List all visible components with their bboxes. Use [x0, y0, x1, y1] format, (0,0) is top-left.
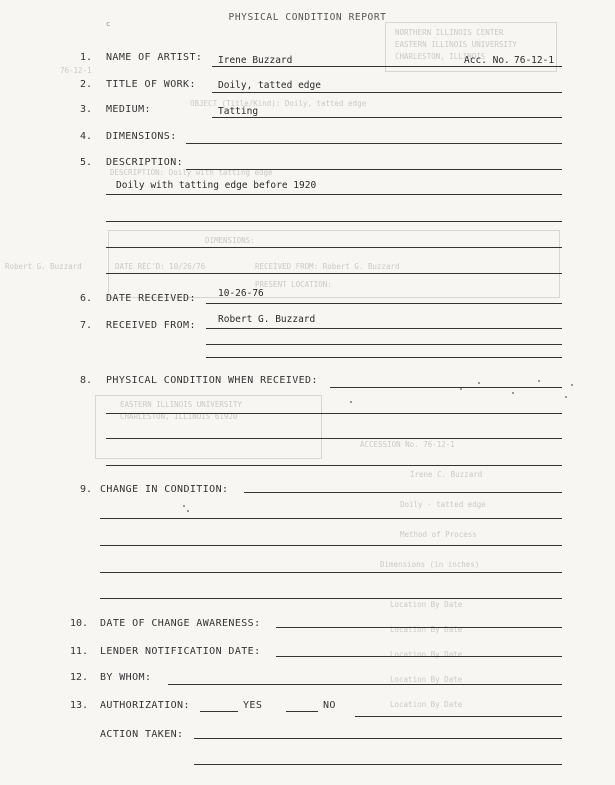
field-number-3: 3. [79, 104, 92, 115]
action-taken-label: ACTION TAKEN: [100, 729, 184, 740]
artist-underline [212, 66, 562, 67]
title-of-work-value[interactable]: Doily, tatted edge [218, 80, 321, 91]
condition-line-4 [106, 465, 562, 466]
received-from-line-2 [206, 344, 562, 345]
description-line-4 [106, 247, 562, 248]
change-line-2 [100, 518, 562, 519]
date-received-label: DATE RECEIVED: [106, 293, 196, 304]
date-received-value[interactable]: 10-26-76 [218, 288, 264, 299]
change-line-5 [100, 598, 562, 599]
received-from-value[interactable]: Robert G. Buzzard [218, 314, 316, 325]
field-number-13: 13. [69, 700, 88, 711]
condition-received-label: PHYSICAL CONDITION WHEN RECEIVED: [106, 375, 318, 386]
date-change-label: DATE OF CHANGE AWARENESS: [100, 618, 261, 629]
description-line-3 [106, 221, 562, 222]
field-number-11: 11. [69, 646, 88, 657]
medium-label: MEDIUM: [106, 104, 151, 115]
description-label: DESCRIPTION: [106, 157, 184, 168]
lender-notification-label: LENDER NOTIFICATION DATE: [100, 646, 261, 657]
corner-mark: c [106, 20, 111, 28]
by-whom-label: BY WHOM: [100, 672, 152, 683]
title-of-work-label: TITLE OF WORK: [106, 79, 196, 90]
condition-received-underline [330, 387, 562, 388]
acc-no-value[interactable]: 76-12-1 [514, 55, 555, 66]
authorization-yes-label: YES [243, 700, 263, 711]
artist-value[interactable]: Irene Buzzard [218, 55, 293, 66]
authorization-no-blank[interactable] [286, 711, 318, 712]
title-underline [212, 92, 562, 93]
action-taken-underline [194, 738, 562, 739]
date-received-underline [206, 303, 562, 304]
change-line-4 [100, 572, 562, 573]
received-from-label: RECEIVED FROM: [106, 320, 196, 331]
description-underline [186, 169, 562, 170]
field-number-5: 5. [79, 157, 92, 168]
date-change-underline [276, 627, 562, 628]
dimensions-underline [186, 143, 562, 144]
authorization-line [355, 716, 562, 717]
lender-notification-underline [276, 656, 562, 657]
field-number-4: 4. [79, 131, 92, 142]
artist-label: NAME OF ARTIST: [106, 52, 203, 63]
change-condition-label: CHANGE IN CONDITION: [100, 484, 229, 495]
medium-value[interactable]: Tatting [218, 106, 259, 117]
change-condition-underline [244, 492, 562, 493]
description-line-2 [106, 194, 562, 195]
action-taken-line-2 [194, 764, 562, 765]
condition-line-3 [106, 438, 562, 439]
report-title: PHYSICAL CONDITION REPORT [228, 12, 387, 23]
received-from-line-3 [206, 357, 562, 358]
field-number-9: 9. [79, 484, 92, 495]
description-value[interactable]: Doily with tatting edge before 1920 [116, 180, 317, 191]
field-number-2: 2. [79, 79, 92, 90]
authorization-yes-blank[interactable] [200, 711, 238, 712]
field-number-12: 12. [69, 672, 88, 683]
field-number-10: 10. [69, 618, 88, 629]
change-line-3 [100, 545, 562, 546]
field-number-6: 6. [79, 293, 92, 304]
by-whom-underline [168, 684, 562, 685]
medium-underline [212, 117, 562, 118]
received-from-underline [206, 328, 562, 329]
description-line-5 [106, 273, 562, 274]
field-number-7: 7. [79, 320, 92, 331]
authorization-no-label: NO [323, 700, 336, 711]
condition-report-page: NORTHERN ILLINOIS CENTER EASTERN ILLINOIS UNIVERSITY CHARLESTON, ILLINOIS 76-12-1 OBJECT (Title/Kind): Doily, tatted edge DESCRIPTION: Doily with tatting edge DIMENSIONS: DATE REC'D: 10/26/76 RECEIVED FROM: Robert G. Buzzard Robert G. Buzzard PRESENT LOCATION: EASTERN ILLINOIS UNIVERSITY CHARLESTON, ILLINOIS 61920 ACCESSION No. 76-12-1 Irene C. Buzzard Doily - tatted edge Method of Process Dimensions (in inches) Location By Date Location By Date Location By Date Location By Date Location By Date c PHYSICAL CONDITION REPORT 1. NAME OF ARTIST: Irene Buzzard Acc. No. 76-12-1 2. TITLE OF WORK: Doily, tatted edge 3. MEDIUM: Tatting 4. DIMENSIONS: 5. DESCRIPTION: Doily with tatting edge before 1920 6. DATE RECEIVED: 10-26-76 7. RECEIVED FROM: Robert G. Buzzard 8. PHYSICAL CONDITION WHEN RECEIVED: 9. CHANGE IN CONDITION: 10. DATE OF CHANGE AWARENESS: 11. LENDER NOTIFICATION DATE: 12. BY WHOM: 13. AUTHORIZATION: YES NO ACTION TAKEN: [0, 0, 615, 785]
field-number-8: 8. [79, 375, 92, 386]
authorization-label: AUTHORIZATION: [100, 700, 190, 711]
condition-line-2 [106, 413, 562, 414]
acc-no-label: Acc. No. [464, 55, 510, 66]
field-number-1: 1. [79, 52, 92, 63]
dimensions-label: DIMENSIONS: [106, 131, 177, 142]
